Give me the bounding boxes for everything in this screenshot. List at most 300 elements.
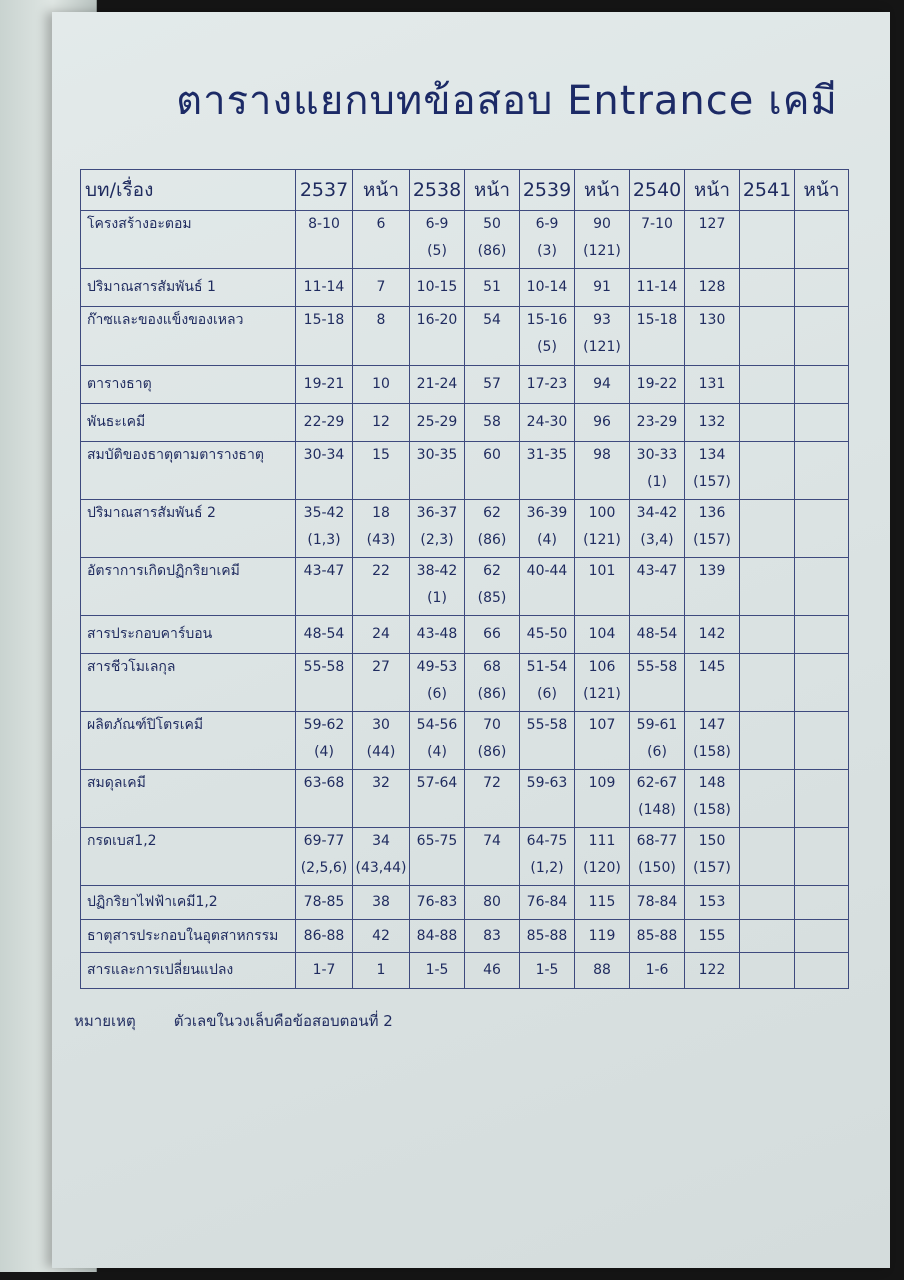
cell-value: 59-62 [303, 717, 345, 733]
cell-value [795, 274, 848, 301]
header-col-0: 2537 [296, 170, 353, 211]
table-cell [520, 953, 575, 989]
cell-part2-value: (5) [537, 339, 557, 355]
table-cell [520, 558, 575, 616]
table-cell [410, 366, 465, 404]
cell-part2-value: (43,44) [355, 860, 407, 876]
cell-value: 51 [483, 279, 501, 295]
table-cell [740, 828, 795, 886]
cell-value: 55-58 [303, 659, 345, 675]
cell-value: 45-50 [526, 626, 568, 642]
topic-cell: สมดุลเคมี [81, 770, 296, 828]
cell-value: 78-84 [636, 894, 678, 910]
cell-value: 1-5 [535, 962, 559, 978]
table-cell [410, 616, 465, 654]
table-cell [520, 712, 575, 770]
cell-value: 64-75 [526, 833, 568, 849]
cell-value: 10-14 [526, 279, 568, 295]
table-cell [296, 442, 353, 500]
cell-value: 21-24 [416, 376, 458, 392]
table-cell [740, 307, 795, 366]
table-cell [740, 500, 795, 558]
cell-value: 30 [372, 717, 390, 733]
table-row [81, 920, 849, 953]
cell-part2-value: (1,3) [307, 532, 341, 548]
cell-value: 62 [483, 563, 501, 579]
topic-cell: ตารางธาตุ [81, 366, 296, 404]
cell-value: 34 [372, 833, 390, 849]
table-cell [410, 404, 465, 442]
cell-value: 17-23 [526, 376, 568, 392]
table-cell [575, 886, 630, 920]
cell-value [795, 409, 848, 436]
table-cell [353, 500, 410, 558]
cell-value: 43-47 [303, 563, 345, 579]
table-cell [630, 953, 685, 989]
cell-value: 30-34 [303, 447, 345, 463]
table-cell [410, 886, 465, 920]
topic-cell: ปฏิกริยาไฟฟ้าเคมี1,2 [81, 886, 296, 920]
table-cell [795, 269, 849, 307]
cell-value: 15-18 [636, 312, 678, 328]
table-cell [740, 654, 795, 712]
cell-part2-value: (5) [427, 243, 447, 259]
table-cell [630, 404, 685, 442]
table-cell [520, 828, 575, 886]
cell-value: 1-6 [645, 962, 669, 978]
cell-value: 1 [376, 962, 386, 978]
cell-value: 6 [376, 216, 386, 232]
cell-value: 150 [698, 833, 726, 849]
topic-cell: ธาตุสารประกอบในอุตสาหกรรม [81, 920, 296, 953]
cell-value: 16-20 [416, 312, 458, 328]
table-body [81, 211, 849, 989]
cell-value [740, 654, 794, 681]
cell-value: 76-83 [416, 894, 458, 910]
table-cell [353, 404, 410, 442]
cell-value: 72 [483, 775, 501, 791]
table-cell [520, 211, 575, 269]
cell-value [795, 923, 848, 950]
cell-value [795, 712, 848, 739]
cell-value: 85-88 [526, 927, 568, 944]
cell-value: 119 [588, 927, 616, 944]
table-cell [296, 616, 353, 654]
table-row [81, 886, 849, 920]
cell-value: 68 [483, 659, 501, 675]
cell-value: 8-10 [308, 216, 340, 232]
table-cell [685, 269, 740, 307]
table-cell [465, 920, 520, 953]
cell-value: 43-47 [636, 563, 678, 579]
cell-value [740, 621, 794, 648]
table-row [81, 366, 849, 404]
table-cell [740, 712, 795, 770]
table-row [81, 307, 849, 366]
table-cell [795, 500, 849, 558]
table-cell [630, 307, 685, 366]
cell-value: 22-29 [303, 414, 345, 430]
table-cell [630, 442, 685, 500]
table-cell [296, 211, 353, 269]
table-cell [575, 828, 630, 886]
table-cell [575, 269, 630, 307]
header-col-9: หน้า [795, 170, 849, 211]
table-cell [575, 712, 630, 770]
table-cell [520, 366, 575, 404]
table-cell [465, 366, 520, 404]
cell-value [795, 621, 848, 648]
table-cell [353, 211, 410, 269]
footnote-text: ตัวเลขในวงเล็บคือข้อสอบตอนที่ 2 [173, 1012, 393, 1030]
table-cell [740, 211, 795, 269]
table-cell [630, 616, 685, 654]
cell-part2-value: (3) [537, 243, 557, 259]
cell-value: 24 [372, 626, 390, 642]
table-cell [685, 654, 740, 712]
table-cell [520, 770, 575, 828]
topic-cell: กรดเบส1,2 [81, 828, 296, 886]
table-cell [410, 307, 465, 366]
cell-value [740, 923, 794, 950]
cell-value: 51-54 [526, 659, 568, 675]
table-cell [795, 558, 849, 616]
cell-value [795, 957, 848, 984]
cell-value: 22 [372, 563, 390, 579]
table-cell [353, 616, 410, 654]
table-row [81, 269, 849, 307]
cell-value [795, 442, 848, 469]
cell-value: 27 [372, 659, 390, 675]
cell-value [740, 770, 794, 797]
cell-part2-value: (157) [693, 532, 731, 548]
cell-part2-value: (2,5,6) [300, 860, 348, 876]
table-cell [520, 307, 575, 366]
cell-value: 35-42 [303, 505, 345, 521]
cell-value: 128 [698, 279, 726, 295]
cell-value [740, 274, 794, 301]
table-cell [630, 920, 685, 953]
header-col-3: หน้า [465, 170, 520, 211]
table-cell [410, 269, 465, 307]
cell-value: 55-58 [526, 717, 568, 733]
table-cell [465, 442, 520, 500]
cell-value: 58 [483, 414, 501, 430]
table-cell [685, 828, 740, 886]
table-cell [740, 404, 795, 442]
table-cell [685, 500, 740, 558]
table-cell [465, 558, 520, 616]
cell-value: 109 [588, 775, 616, 791]
cell-part2-value: (157) [693, 860, 731, 876]
table-cell [296, 920, 353, 953]
table-cell [465, 211, 520, 269]
table-cell [685, 953, 740, 989]
table-cell [465, 770, 520, 828]
cell-value: 11-14 [636, 279, 678, 295]
table-row [81, 500, 849, 558]
cell-part2-value: (4) [314, 744, 334, 760]
cell-value [795, 654, 848, 681]
topic-cell: สารชีวโมเลกุล [81, 654, 296, 712]
table-cell [575, 500, 630, 558]
table-row [81, 654, 849, 712]
cell-value: 8 [376, 312, 386, 328]
cell-part2-value: (158) [693, 802, 731, 818]
cell-value [740, 371, 794, 398]
cell-value: 48-54 [303, 626, 345, 642]
cell-value: 148 [698, 775, 726, 791]
table-cell [685, 366, 740, 404]
cell-part2-value: (86) [477, 686, 507, 702]
cell-value: 139 [698, 563, 726, 579]
table-cell [410, 920, 465, 953]
cell-value: 15-18 [303, 312, 345, 328]
cell-value: 93 [593, 312, 611, 328]
topic-cell: อัตราการเกิดปฏิกริยาเคมี [81, 558, 296, 616]
cell-part2-value: (150) [638, 860, 676, 876]
table-cell [465, 828, 520, 886]
cell-part2-value: (85) [477, 590, 507, 606]
cell-value [740, 957, 794, 984]
table-cell [296, 953, 353, 989]
cell-value [740, 712, 794, 739]
cell-value: 38 [372, 894, 390, 910]
table-cell [685, 442, 740, 500]
table-cell [296, 558, 353, 616]
table-cell [740, 366, 795, 404]
cell-value: 83 [483, 927, 501, 944]
table-cell [630, 770, 685, 828]
table-cell [353, 307, 410, 366]
cell-value [740, 828, 794, 855]
cell-value: 74 [483, 833, 501, 849]
topic-cell: พันธะเคมี [81, 404, 296, 442]
table-cell [296, 712, 353, 770]
table-row [81, 828, 849, 886]
cell-value [795, 500, 848, 527]
table-cell [740, 886, 795, 920]
cell-value: 127 [698, 216, 726, 232]
cell-value: 122 [698, 962, 726, 978]
table-cell [520, 442, 575, 500]
cell-value: 68-77 [636, 833, 678, 849]
cell-value: 86-88 [303, 927, 345, 944]
cell-value [740, 211, 794, 238]
cell-value: 96 [593, 414, 611, 430]
table-cell [410, 770, 465, 828]
table-cell [353, 442, 410, 500]
cell-value: 57 [483, 376, 501, 392]
table-cell [575, 307, 630, 366]
table-cell [685, 920, 740, 953]
table-cell [296, 307, 353, 366]
topic-cell: โครงสร้างอะตอม [81, 211, 296, 269]
table-cell [353, 269, 410, 307]
topic-cell: ปริมาณสารสัมพันธ์ 2 [81, 500, 296, 558]
cell-value: 48-54 [636, 626, 678, 642]
table-cell [795, 920, 849, 953]
cell-value [740, 558, 794, 585]
table-cell [740, 558, 795, 616]
table-cell [795, 654, 849, 712]
table-cell [410, 211, 465, 269]
table-cell [795, 616, 849, 654]
cell-part2-value: (86) [477, 243, 507, 259]
footnote-label: หมายเหตุ [74, 1012, 136, 1030]
cell-value: 11-14 [303, 279, 345, 295]
cell-value: 62 [483, 505, 501, 521]
cell-part2-value: (86) [477, 532, 507, 548]
cell-value: 80 [483, 894, 501, 910]
cell-part2-value: (44) [366, 744, 396, 760]
cell-value: 15 [372, 447, 390, 463]
cell-value [795, 828, 848, 855]
cell-value: 134 [698, 447, 726, 463]
table-cell [296, 500, 353, 558]
table-cell [630, 558, 685, 616]
table-cell [575, 558, 630, 616]
cell-part2-value: (6) [537, 686, 557, 702]
cell-part2-value: (121) [583, 339, 621, 355]
cell-part2-value: (6) [647, 744, 667, 760]
cell-value: 101 [588, 563, 616, 579]
table-cell [685, 886, 740, 920]
header-col-4: 2539 [520, 170, 575, 211]
cell-value: 7 [376, 279, 386, 295]
cell-value: 60 [483, 447, 501, 463]
table-cell [296, 886, 353, 920]
cell-value: 36-37 [416, 505, 458, 521]
cell-value: 38-42 [416, 563, 458, 579]
table-row [81, 442, 849, 500]
table-cell [630, 712, 685, 770]
table-cell [520, 654, 575, 712]
cell-value: 36-39 [526, 505, 568, 521]
table-cell [795, 712, 849, 770]
table-cell [575, 770, 630, 828]
cell-value: 130 [698, 312, 726, 328]
cell-value: 62-67 [636, 775, 678, 791]
cell-value [795, 307, 848, 334]
table-cell [795, 886, 849, 920]
cell-value [740, 307, 794, 334]
table-cell [410, 442, 465, 500]
cell-value: 104 [588, 626, 616, 642]
cell-value: 153 [698, 894, 726, 910]
table-cell [630, 366, 685, 404]
cell-value: 98 [593, 447, 611, 463]
table-cell [575, 366, 630, 404]
table-cell [520, 886, 575, 920]
cell-value: 78-85 [303, 894, 345, 910]
table-row [81, 770, 849, 828]
table-cell [353, 886, 410, 920]
cell-value: 6-9 [535, 216, 559, 232]
cell-value: 43-48 [416, 626, 458, 642]
cell-value: 76-84 [526, 894, 568, 910]
table-cell [740, 442, 795, 500]
table-cell [740, 953, 795, 989]
table-cell [795, 366, 849, 404]
cell-value: 50 [483, 216, 501, 232]
cell-value: 49-53 [416, 659, 458, 675]
topic-cell: ก๊าซและของแข็งของเหลว [81, 307, 296, 366]
table-cell [575, 616, 630, 654]
cell-part2-value: (3,4) [640, 532, 674, 548]
cell-value: 155 [698, 927, 726, 944]
table-cell [465, 404, 520, 442]
table-cell [575, 953, 630, 989]
cell-value: 145 [698, 659, 726, 675]
table-cell [410, 500, 465, 558]
table-cell [520, 269, 575, 307]
cell-value: 88 [593, 962, 611, 978]
table-cell [353, 366, 410, 404]
table-cell [520, 616, 575, 654]
cell-value: 65-75 [416, 833, 458, 849]
table-cell [740, 269, 795, 307]
table-cell [465, 654, 520, 712]
header-col-5: หน้า [575, 170, 630, 211]
cell-part2-value: (157) [693, 474, 731, 490]
cell-value: 12 [372, 414, 390, 430]
table-row [81, 616, 849, 654]
cell-value: 31-35 [526, 447, 568, 463]
table-row [81, 558, 849, 616]
table-cell [465, 500, 520, 558]
table-cell [520, 404, 575, 442]
table-cell [296, 404, 353, 442]
table-cell [353, 558, 410, 616]
table-cell [795, 953, 849, 989]
table-header-row [81, 170, 849, 211]
table-cell [630, 500, 685, 558]
table-cell [410, 654, 465, 712]
table-cell [410, 953, 465, 989]
table-cell [740, 616, 795, 654]
cell-part2-value: (6) [427, 686, 447, 702]
table-cell [410, 712, 465, 770]
table-cell [353, 770, 410, 828]
cell-value: 34-42 [636, 505, 678, 521]
cell-value: 10-15 [416, 279, 458, 295]
cell-value: 6-9 [425, 216, 449, 232]
cell-part2-value: (120) [583, 860, 621, 876]
table-cell [410, 558, 465, 616]
table-cell [353, 920, 410, 953]
table-cell [795, 307, 849, 366]
header-topic: บท/เรื่อง [81, 170, 296, 211]
table-cell [795, 404, 849, 442]
cell-value [795, 770, 848, 797]
table-cell [630, 654, 685, 712]
cell-value: 69-77 [303, 833, 345, 849]
table-cell [410, 828, 465, 886]
cell-value: 18 [372, 505, 390, 521]
table-cell [353, 828, 410, 886]
table-cell [685, 211, 740, 269]
table-cell [575, 920, 630, 953]
cell-value: 136 [698, 505, 726, 521]
cell-value: 57-64 [416, 775, 458, 791]
cell-value: 54 [483, 312, 501, 328]
topic-cell: สารและการเปลี่ยนแปลง [81, 953, 296, 989]
cell-part2-value: (121) [583, 686, 621, 702]
cell-value: 94 [593, 376, 611, 392]
table-cell [575, 211, 630, 269]
header-col-8: 2541 [740, 170, 795, 211]
